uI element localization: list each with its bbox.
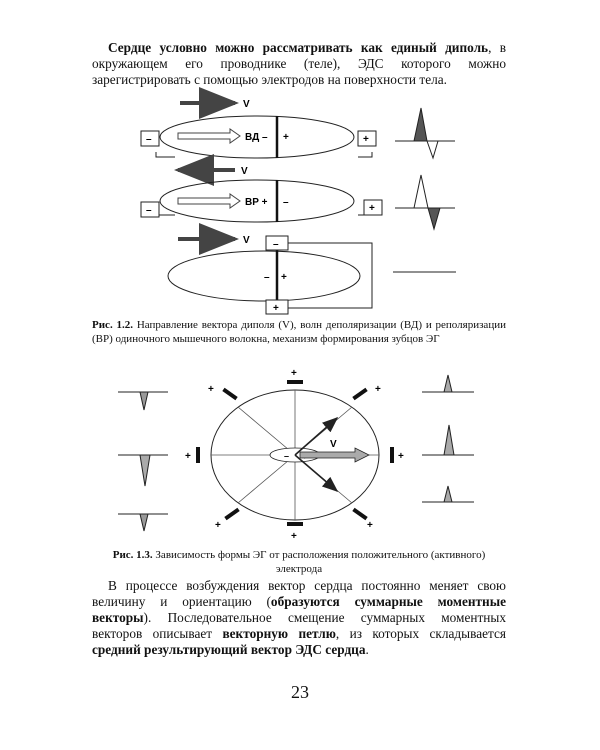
- row2-right-electrode: +: [369, 203, 375, 214]
- intro-text: , в окружающем его проводнике (теле), ЭДС которого можно зарегистрировать с помощью электродов на поверхности тела.: [92, 40, 506, 87]
- figure-1-3: [0, 360, 600, 550]
- row2-right-sign: –: [283, 197, 289, 208]
- right-ecg-waves: [422, 375, 474, 502]
- row3-top-electrode: –: [273, 239, 279, 250]
- row1-diagram: [141, 99, 455, 158]
- figure-1-2: [0, 0, 600, 320]
- caption1-text: Направление вектора диполя (V), волн деполяризации (ВД) и реполяризации (ВР) одиночного мышечного волокна, механизм формирования зубцов ЭГ: [92, 319, 506, 345]
- row2-diagram: [141, 166, 455, 229]
- row3-diagram: [168, 235, 456, 314]
- row3-left-sign: –: [264, 272, 270, 283]
- electrode-br-plus: +: [367, 520, 373, 531]
- electrode-bottom-plus: +: [291, 531, 297, 542]
- electrode-tr-plus: +: [375, 384, 381, 395]
- electrode-tl-plus: +: [208, 384, 214, 395]
- body-text-1: В процессе возбуждения вектор сердца постоянно меняет свою величину и ориентацию (: [92, 578, 506, 609]
- row3-vector-label: V: [243, 235, 250, 246]
- row1-right-electrode: +: [363, 134, 369, 145]
- row1-left-electrode: –: [146, 134, 152, 145]
- electrode-right-plus: +: [398, 451, 404, 462]
- row2-ecg-wave: [395, 175, 455, 229]
- electrode-circle: [211, 390, 379, 520]
- row1-dipole-label: ВД –: [245, 132, 268, 143]
- figure-1-2-caption: [92, 318, 506, 346]
- body-text-2: ). Последовательное смещение суммарных моментных векторов описывает: [92, 610, 506, 641]
- left-ecg-waves: [118, 392, 168, 531]
- body-text-4: .: [365, 642, 369, 657]
- row3-right-sign: +: [281, 272, 287, 283]
- intro-bold-text: Сердце условно можно рассматривать как единый диполь: [108, 40, 489, 55]
- caption2-label: Рис. 1.3.: [112, 549, 153, 561]
- figure-1-3-caption: [92, 548, 506, 576]
- row2-left-electrode: –: [146, 205, 152, 216]
- electrode-bl-plus: +: [215, 520, 221, 531]
- row2-dipole-label: ВР +: [245, 197, 268, 208]
- body-bold-1: образуются суммарные моментные векторы: [92, 594, 506, 625]
- vector-label: V: [330, 439, 337, 450]
- row2-vector-label: V: [241, 166, 248, 177]
- caption2-text: Зависимость формы ЭГ от расположения положительного (активного) электрода: [152, 549, 486, 575]
- electrode-left-plus: +: [185, 451, 191, 462]
- body-text-3: , из которых складывается: [335, 626, 507, 641]
- dipole-minus: –: [284, 451, 290, 461]
- row1-ecg-wave: [395, 108, 455, 158]
- caption1-label: Рис. 1.2.: [92, 319, 134, 331]
- row3-bottom-electrode: +: [273, 303, 279, 314]
- body-bold-3: средний результирующий вектор ЭДС сердца: [92, 642, 366, 657]
- row1-vector-label: V: [243, 99, 250, 110]
- page-number: 23: [291, 682, 309, 702]
- body-paragraph: [92, 578, 506, 658]
- row1-right-sign: +: [283, 132, 289, 143]
- electrode-top-plus: +: [291, 368, 297, 379]
- body-bold-2: векторную петлю: [222, 626, 336, 641]
